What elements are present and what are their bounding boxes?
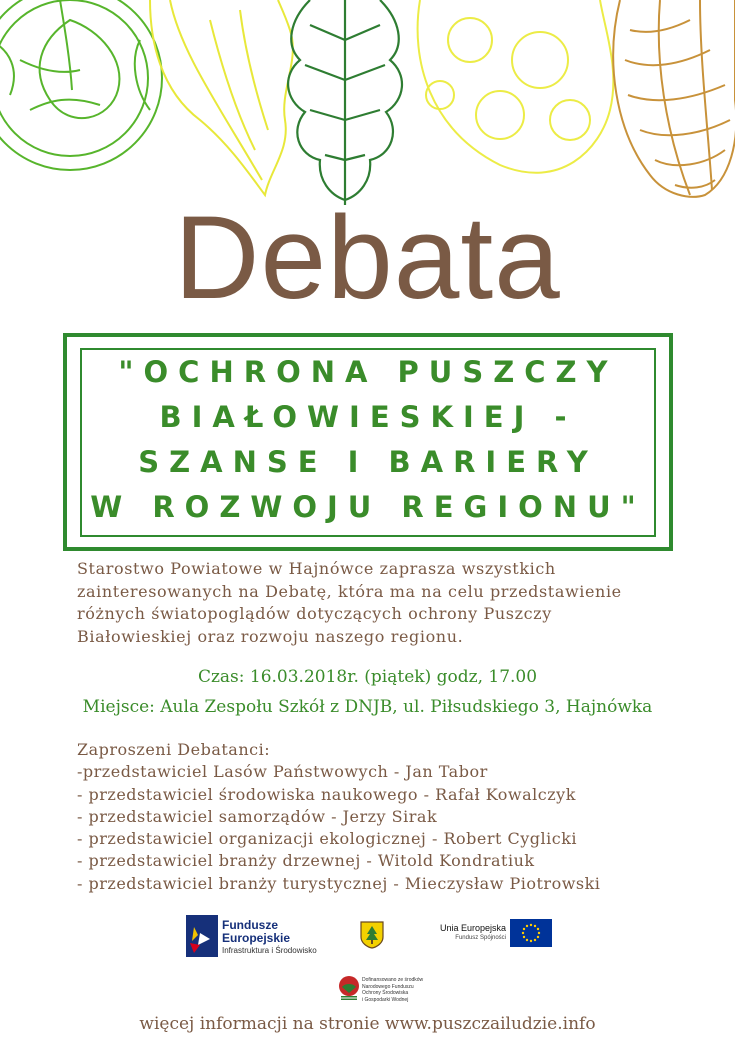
intro-line: zainteresowanych na Debatę, która ma na celu przedstawienie xyxy=(77,581,622,601)
coat-of-arms-icon xyxy=(360,921,384,949)
fe-line: Infrastruktura i Środowisko xyxy=(222,946,317,955)
nfosigw-text xyxy=(362,977,423,1003)
debate-subtitle xyxy=(63,350,673,530)
list-item: - przedstawiciel organizacji ekologicznej - Robert Cyglicki xyxy=(77,829,578,849)
fundusze-europejskie-text xyxy=(222,919,317,957)
ue-line: Unia Europejska xyxy=(439,923,506,933)
subtitle-line: W ROZWOJU REGIONU" xyxy=(90,490,646,524)
ue-line: Fundusz Spójności xyxy=(455,935,506,941)
nf-line: Dofinansowano ze środków xyxy=(362,977,424,983)
subtitle-line: SZANSE I BARIERY xyxy=(138,445,598,479)
page-title: Debata xyxy=(174,192,561,324)
sponsor-logos xyxy=(0,905,735,1015)
invited-debaters-list xyxy=(77,739,717,895)
list-item: - przedstawiciel środowiska naukowego - Rafał Kowalczyk xyxy=(77,784,576,804)
nf-line: Narodowego Funduszu xyxy=(362,983,414,990)
oak-leaf-illustration xyxy=(288,0,402,205)
list-item: - przedstawiciel branży drzewnej - Witold Kondratiuk xyxy=(77,851,535,871)
fe-line: Fundusze xyxy=(222,918,278,932)
list-item: -przedstawiciel Lasów Państwowych - Jan Tabor xyxy=(77,762,488,782)
subtitle-line: BIAŁOWIESKIEJ - xyxy=(159,400,577,434)
eu-text xyxy=(426,923,506,943)
debaters-heading: Zaproszeni Debatanci: xyxy=(77,740,271,759)
intro-line: Białowieskiej oraz rozwoju naszego regionu. xyxy=(77,626,464,646)
yellow-leaf-illustration xyxy=(150,0,293,195)
list-item: - przedstawiciel branży turystycznej - Mieczysław Piotrowski xyxy=(77,873,601,893)
green-fruit-slice-illustration xyxy=(0,0,162,170)
nf-line: Ochrony Środowiska xyxy=(362,990,409,996)
intro-paragraph xyxy=(77,558,697,648)
fundusze-europejskie-logo-icon xyxy=(186,915,218,957)
subtitle-line: "OCHRONA PUSZCZY xyxy=(118,355,618,389)
list-item: - przedstawiciel samorządów - Jerzy Sirak xyxy=(77,806,438,826)
decorative-leaves-banner xyxy=(0,0,735,205)
intro-line: różnych światopoglądów dotyczących ochrony Puszczy xyxy=(77,604,552,623)
nf-line: i Gospodarki Wodnej xyxy=(362,996,409,1003)
fe-line: Europejskie xyxy=(222,931,291,945)
pale-yellow-fruit-illustration xyxy=(418,0,614,173)
intro-line: Starostwo Powiatowe w Hajnówce zaprasza wszystkich xyxy=(77,559,556,578)
event-time: Czas: 16.03.2018r. (piątek) godz, 17.00 xyxy=(197,667,538,687)
eu-flag-icon xyxy=(510,919,552,947)
pine-cone-illustration xyxy=(613,0,735,197)
event-place: Miejsce: Aula Zespołu Szkół z DNJB, ul. Piłsudskiego 3, Hajnówka xyxy=(82,697,653,717)
footer-website-info: więcej informacji na stronie www.puszczailudzie.info xyxy=(139,1014,596,1034)
nfosigw-logo-icon xyxy=(338,975,360,1001)
